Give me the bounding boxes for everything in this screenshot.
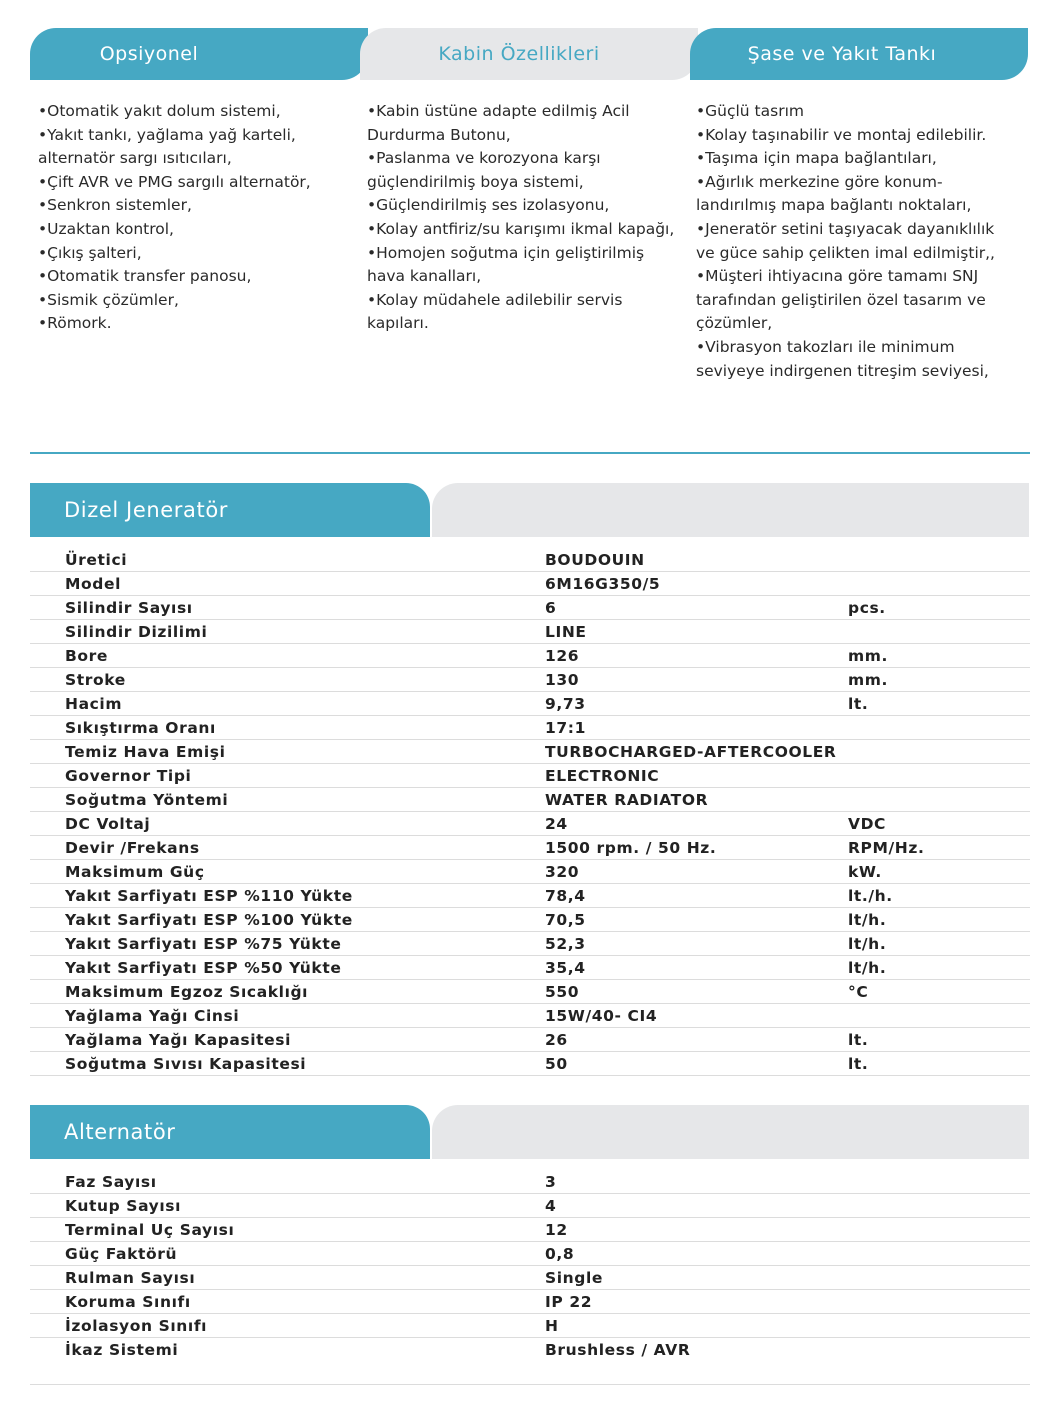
spec-label: Bore bbox=[65, 647, 109, 665]
spec-value: 1500 rpm. / 50 Hz. bbox=[545, 839, 717, 857]
spec-value: 6 bbox=[545, 599, 557, 617]
spec-label: Soğutma Sıvısı Kapasitesi bbox=[65, 1055, 307, 1073]
table-row bbox=[30, 644, 1030, 668]
spec-value: 70,5 bbox=[545, 911, 586, 929]
list-item: kapıları. bbox=[367, 314, 429, 333]
list-item: •Ağırlık merkezine göre konum- bbox=[696, 172, 943, 191]
list-item: •Otomatik transfer panosu, bbox=[38, 267, 252, 286]
table-row bbox=[30, 1170, 1030, 1194]
spec-unit: °C bbox=[848, 983, 869, 1001]
table-row bbox=[30, 812, 1030, 836]
spec-unit: lt. bbox=[848, 695, 869, 713]
spec-value: 6M16G350/5 bbox=[545, 575, 661, 593]
spec-label: Maksimum Egzoz Sıcaklığı bbox=[65, 983, 309, 1001]
spec-value: 50 bbox=[545, 1055, 568, 1073]
kabin-list bbox=[367, 100, 689, 336]
table-row bbox=[30, 740, 1030, 764]
spec-unit: mm. bbox=[848, 647, 888, 665]
spec-label: Sıkıştırma Oranı bbox=[65, 719, 216, 737]
list-item: •Vibrasyon takozları ile minimum bbox=[696, 337, 955, 356]
spec-value: 15W/40- CI4 bbox=[545, 1007, 658, 1025]
spec-label: Silindir Sayısı bbox=[65, 599, 193, 617]
opsiyonel-list bbox=[38, 100, 358, 336]
table-row bbox=[30, 1266, 1030, 1290]
list-item: Durdurma Butonu, bbox=[367, 125, 511, 144]
table-row bbox=[30, 884, 1030, 908]
list-item: •Müşteri ihtiyacına göre tamamı SNJ bbox=[696, 267, 979, 286]
spec-label: Yağlama Yağı Kapasitesi bbox=[65, 1031, 292, 1049]
engine-title: Dizel Jeneratör bbox=[64, 498, 229, 522]
tab-sase-yakit-tanki bbox=[690, 28, 1028, 80]
tab-kabin-ozellikleri bbox=[360, 28, 698, 80]
list-item: hava kanalları, bbox=[367, 267, 482, 286]
spec-value: 78,4 bbox=[545, 887, 586, 905]
table-row bbox=[30, 908, 1030, 932]
table-row bbox=[30, 596, 1030, 620]
spec-value: 0,8 bbox=[545, 1245, 575, 1263]
table-row bbox=[30, 572, 1030, 596]
spec-label: Yağlama Yağı Cinsi bbox=[65, 1007, 240, 1025]
spec-label: Koruma Sınıfı bbox=[65, 1293, 191, 1311]
table-row bbox=[30, 1290, 1030, 1314]
spec-label: Hacim bbox=[65, 695, 123, 713]
spec-label: Stroke bbox=[65, 671, 126, 689]
list-item: güçlendirilmiş boya sistemi, bbox=[367, 172, 584, 191]
alternator-header-band bbox=[432, 1105, 1029, 1159]
spec-value: TURBOCHARGED-AFTERCOOLER bbox=[545, 743, 837, 761]
list-item: •Taşıma için mapa bağlantıları, bbox=[696, 149, 937, 168]
spec-value: 126 bbox=[545, 647, 580, 665]
spec-label: İzolasyon Sınıfı bbox=[65, 1317, 208, 1335]
spec-label: DC Voltaj bbox=[65, 815, 151, 833]
table-row bbox=[30, 548, 1030, 572]
tab-sase-label: Şase ve Yakıt Tankı bbox=[747, 43, 937, 65]
table-row bbox=[30, 788, 1030, 812]
list-item: •Kolay antfiriz/su karışımı ikmal kapağı, bbox=[367, 219, 675, 238]
spec-label: Yakıt Sarfiyatı ESP %75 Yükte bbox=[65, 935, 342, 953]
spec-unit: lt/h. bbox=[848, 911, 887, 929]
spec-value: Single bbox=[545, 1269, 604, 1287]
spec-label: Silindir Dizilimi bbox=[65, 623, 208, 641]
spec-label: İkaz Sistemi bbox=[65, 1341, 179, 1359]
tab-opsiyonel-label: Opsiyonel bbox=[99, 43, 199, 65]
table-row bbox=[30, 692, 1030, 716]
bottom-rule bbox=[30, 1384, 1030, 1385]
section-divider bbox=[30, 452, 1030, 454]
spec-unit: pcs. bbox=[848, 599, 886, 617]
sase-list bbox=[696, 100, 1036, 383]
spec-value: Brushless / AVR bbox=[545, 1341, 691, 1359]
engine-spec-table bbox=[30, 548, 1030, 1076]
spec-label: Devir /Frekans bbox=[65, 839, 200, 857]
list-item: landırılmış mapa bağlantı noktaları, bbox=[696, 196, 972, 215]
table-row bbox=[30, 1314, 1030, 1338]
spec-label: Yakıt Sarfiyatı ESP %100 Yükte bbox=[65, 911, 353, 929]
spec-unit: lt. bbox=[848, 1031, 869, 1049]
list-item: •Güçlendirilmiş ses izolasyonu, bbox=[367, 196, 610, 215]
spec-unit: lt./h. bbox=[848, 887, 893, 905]
spec-value: 320 bbox=[545, 863, 580, 881]
table-row bbox=[30, 932, 1030, 956]
spec-unit: VDC bbox=[848, 815, 887, 833]
list-item: seviyeye indirgenen titreşim seviyesi, bbox=[696, 361, 989, 380]
spec-unit: kW. bbox=[848, 863, 882, 881]
spec-value: 35,4 bbox=[545, 959, 586, 977]
list-item: •Homojen soğutma için geliştirilmiş bbox=[367, 243, 645, 262]
table-row bbox=[30, 668, 1030, 692]
spec-label: Terminal Uç Sayısı bbox=[65, 1221, 235, 1239]
spec-value: 550 bbox=[545, 983, 580, 1001]
spec-unit: lt. bbox=[848, 1055, 869, 1073]
spec-label: Üretici bbox=[65, 551, 128, 569]
spec-unit: RPM/Hz. bbox=[848, 839, 925, 857]
spec-value: IP 22 bbox=[545, 1293, 593, 1311]
spec-label: Rulman Sayısı bbox=[65, 1269, 196, 1287]
table-row bbox=[30, 956, 1030, 980]
list-item: •Otomatik yakıt dolum sistemi, bbox=[38, 102, 281, 120]
table-row bbox=[30, 980, 1030, 1004]
list-item: çözümler, bbox=[696, 314, 773, 333]
list-item: •Senkron sistemler, bbox=[38, 196, 192, 215]
spec-value: ELECTRONIC bbox=[545, 767, 660, 785]
tab-kabin-label: Kabin Özellikleri bbox=[438, 43, 600, 65]
spec-label: Yakıt Sarfiyatı ESP %50 Yükte bbox=[65, 959, 342, 977]
list-item: •Römork. bbox=[38, 314, 112, 333]
spec-value: 12 bbox=[545, 1221, 568, 1239]
spec-label: Governor Tipi bbox=[65, 767, 192, 785]
spec-label: Faz Sayısı bbox=[65, 1173, 157, 1191]
spec-label: Maksimum Güç bbox=[65, 863, 205, 881]
table-row bbox=[30, 1194, 1030, 1218]
spec-label: Model bbox=[65, 575, 121, 593]
list-item: •Çıkış şalteri, bbox=[38, 243, 142, 262]
list-item: •Jeneratör setini taşıyacak dayanıklılık bbox=[696, 219, 995, 238]
table-row bbox=[30, 836, 1030, 860]
spec-value: H bbox=[545, 1317, 559, 1335]
list-item: tarafından geliştirilen özel tasarım ve bbox=[696, 290, 986, 309]
list-item: •Kabin üstüne adapte edilmiş Acil bbox=[367, 102, 630, 120]
list-item: •Paslanma ve korozyona karşı bbox=[367, 149, 601, 168]
list-item: •Sismik çözümler, bbox=[38, 290, 179, 309]
spec-label: Temiz Hava Emişi bbox=[65, 743, 226, 761]
tab-opsiyonel bbox=[30, 28, 368, 80]
list-item: alternatör sargı ısıtıcıları, bbox=[38, 149, 232, 168]
spec-value: BOUDOUIN bbox=[545, 551, 645, 569]
list-item: •Kolay taşınabilir ve montaj edilebilir. bbox=[696, 125, 987, 144]
list-item: •Yakıt tankı, yağlama yağ karteli, bbox=[38, 125, 296, 144]
spec-value: WATER RADIATOR bbox=[545, 791, 709, 809]
table-row bbox=[30, 764, 1030, 788]
spec-value: 52,3 bbox=[545, 935, 586, 953]
spec-value: 24 bbox=[545, 815, 568, 833]
table-row bbox=[30, 1242, 1030, 1266]
spec-label: Kutup Sayısı bbox=[65, 1197, 182, 1215]
spec-label: Güç Faktörü bbox=[65, 1245, 178, 1263]
table-row bbox=[30, 1052, 1030, 1076]
spec-value: 3 bbox=[545, 1173, 557, 1191]
table-row bbox=[30, 1004, 1030, 1028]
spec-value: LINE bbox=[545, 623, 587, 641]
table-row bbox=[30, 716, 1030, 740]
table-row bbox=[30, 860, 1030, 884]
alternator-spec-table bbox=[30, 1170, 1030, 1362]
list-item: •Çift AVR ve PMG sargılı alternatör, bbox=[38, 172, 311, 191]
table-row bbox=[30, 1028, 1030, 1052]
list-item: •Güçlü tasrım bbox=[696, 102, 804, 120]
table-row bbox=[30, 620, 1030, 644]
list-item: ve güce sahip çelikten imal edilmiştir,, bbox=[696, 243, 995, 262]
engine-header-band bbox=[432, 483, 1029, 537]
engine-section-title bbox=[30, 483, 430, 537]
spec-value: 9,73 bbox=[545, 695, 586, 713]
list-item: •Kolay müdahele adilebilir servis bbox=[367, 290, 623, 309]
spec-value: 4 bbox=[545, 1197, 557, 1215]
spec-unit: lt/h. bbox=[848, 935, 887, 953]
alternator-section-title bbox=[30, 1105, 430, 1159]
spec-value: 26 bbox=[545, 1031, 568, 1049]
spec-value: 17:1 bbox=[545, 719, 586, 737]
list-item: •Uzaktan kontrol, bbox=[38, 219, 174, 238]
spec-label: Yakıt Sarfiyatı ESP %110 Yükte bbox=[65, 887, 353, 905]
spec-label: Soğutma Yöntemi bbox=[65, 791, 229, 809]
table-row bbox=[30, 1218, 1030, 1242]
spec-value: 130 bbox=[545, 671, 580, 689]
table-row bbox=[30, 1338, 1030, 1362]
alternator-title: Alternatör bbox=[64, 1120, 176, 1144]
spec-unit: mm. bbox=[848, 671, 888, 689]
spec-unit: lt/h. bbox=[848, 959, 887, 977]
